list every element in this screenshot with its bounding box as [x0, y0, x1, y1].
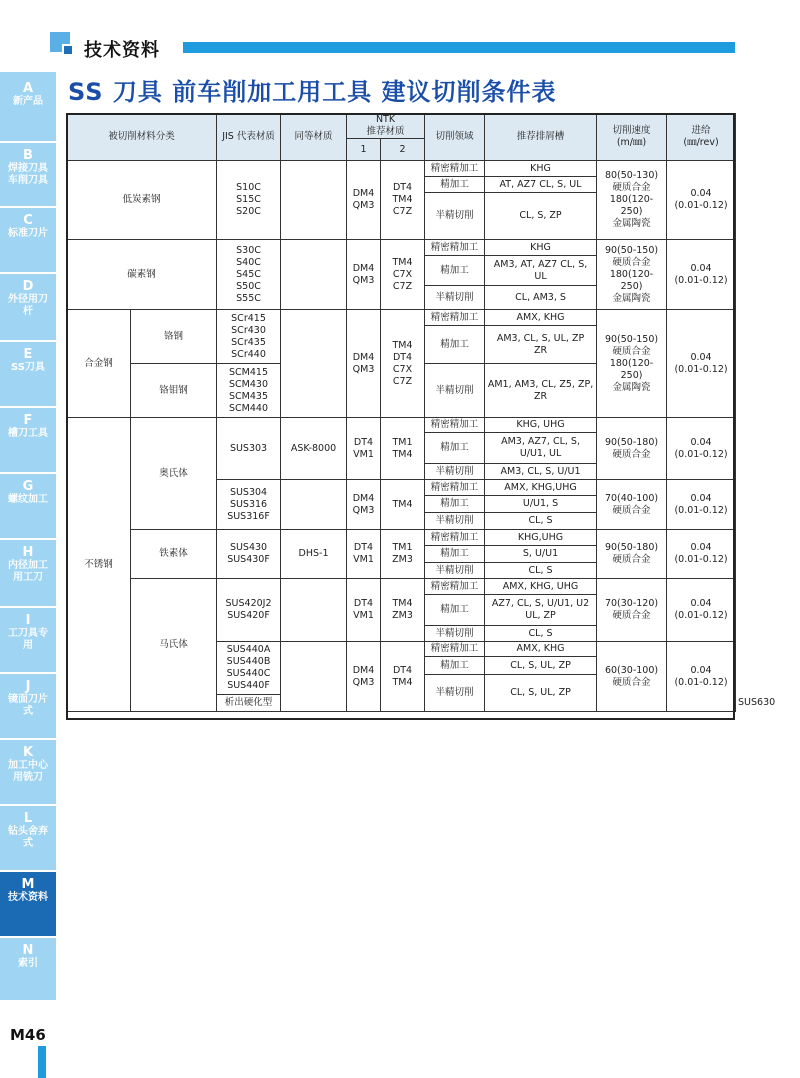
jis-cell: SCr415 SCr430 SCr435 SCr440: [217, 310, 281, 364]
sidebar-tab-label: 外径用刀杆: [8, 294, 48, 317]
ntk2-cell: TM4 ZM3: [381, 579, 425, 642]
area-cell: 半精切削: [425, 626, 485, 642]
sidebar-tab-letter: A: [22, 81, 34, 96]
area-cell: 半精切削: [425, 364, 485, 418]
chip-cell: U/U1, S: [485, 496, 597, 513]
submaterial-precipitation: 析出硬化型: [217, 695, 281, 712]
sidebar-tab-letter: K: [22, 745, 34, 760]
ntk1-cell: DM4 QM3: [347, 480, 381, 530]
equivalent-cell: [281, 161, 347, 240]
area-cell: 精加工: [425, 657, 485, 675]
chip-cell: AM3, AZ7, CL, S, U/U1, UL: [485, 433, 597, 464]
sidebar-tab-f[interactable]: [0, 408, 56, 474]
jis-cell: S30C S40C S45C S50C S55C: [217, 240, 281, 310]
material-carbon: 碳素钢: [67, 240, 217, 310]
area-cell: 半精切削: [425, 464, 485, 480]
area-cell: 精密精加工: [425, 530, 485, 546]
chip-cell: AMX, KHG: [485, 642, 597, 657]
submaterial-chrome: 铬钢: [131, 310, 217, 364]
sidebar-tab-j[interactable]: [0, 674, 56, 740]
area-cell: 精加工: [425, 546, 485, 563]
sidebar-tab-letter: J: [25, 679, 31, 694]
ntk1-cell: DM4 QM3: [347, 161, 381, 240]
equivalent-cell: [281, 642, 347, 712]
area-cell: 半精切削: [425, 286, 485, 310]
area-cell: 精密精加工: [425, 642, 485, 657]
ntk1-cell: DM4 QM3: [347, 642, 381, 712]
header-bar: [183, 42, 735, 53]
sidebar-tab-b[interactable]: [0, 143, 56, 208]
chip-cell: AM1, AM3, CL, Z5, ZP, ZR: [485, 364, 597, 418]
equivalent-cell: [281, 480, 347, 530]
ntk2-cell: DT4 TM4 C7Z: [381, 161, 425, 240]
ntk2-cell: TM4 DT4 C7X C7Z: [381, 310, 425, 418]
sidebar-tab-label: 新产品: [13, 96, 43, 107]
submaterial-martensite: 马氏体: [131, 579, 217, 712]
speed-cell: 70(30-120) 硬质合金: [597, 579, 667, 642]
area-cell: 精加工: [425, 595, 485, 626]
sidebar-tab-letter: M: [21, 877, 35, 892]
ntk2-cell: TM4 C7X C7Z: [381, 240, 425, 310]
feed-cell: 0.04 (0.01-0.12): [667, 240, 736, 310]
area-cell: 精密精加工: [425, 579, 485, 595]
ntk2-cell: TM1 TM4: [381, 418, 425, 480]
feed-cell: 0.04 (0.01-0.12): [667, 530, 736, 579]
jis-cell: SUS440A SUS440B SUS440C SUS440F: [217, 642, 281, 695]
page-number-bar: [38, 1046, 46, 1078]
jis-cell: SCM415 SCM430 SCM435 SCM440: [217, 364, 281, 418]
sidebar-tab-n[interactable]: [0, 938, 56, 1002]
ntk2-cell: TM4: [381, 480, 425, 530]
chip-cell: CL, S, ZP: [485, 193, 597, 240]
sidebar-tab-m[interactable]: [0, 872, 56, 938]
sidebar-tab-label: 钻头舍弃式: [8, 826, 48, 849]
equivalent-cell: ASK-8000: [281, 418, 347, 480]
sidebar-tab-letter: F: [23, 413, 33, 428]
chip-cell: KHG: [485, 161, 597, 177]
jis-cell: SUS304 SUS316 SUS316F: [217, 480, 281, 530]
feed-cell: 0.04 (0.01-0.12): [667, 579, 736, 642]
header-speed: 切削速度 (m/㎜): [597, 114, 667, 161]
chip-cell: AM3, AT, AZ7 CL, S, UL: [485, 256, 597, 286]
area-cell: 精密精加工: [425, 310, 485, 326]
header-chipbreaker: 推荐排屑槽: [485, 114, 597, 161]
area-cell: 精加工: [425, 326, 485, 364]
speed-cell: 90(50-150) 硬质合金 180(120-250) 金属陶瓷: [597, 310, 667, 418]
speed-cell: 90(50-180) 硬质合金: [597, 530, 667, 579]
chip-cell: KHG: [485, 240, 597, 256]
header-material: 被切削材料分类: [67, 114, 217, 161]
feed-cell: 0.04 (0.01-0.12): [667, 642, 736, 712]
feed-cell: 0.04 (0.01-0.12): [667, 480, 736, 530]
chip-cell: KHG, UHG: [485, 418, 597, 433]
area-cell: 半精切削: [425, 513, 485, 530]
ntk1-cell: DT4 VM1: [347, 530, 381, 579]
sidebar-tab-i[interactable]: [0, 608, 56, 674]
header-square-small-icon: [62, 44, 74, 56]
area-cell: 精加工: [425, 433, 485, 464]
sidebar-tab-label: 镜面刀片式: [8, 694, 48, 717]
page-number: M46: [10, 1026, 46, 1044]
sidebar-tab-label: 索引: [18, 958, 38, 969]
sidebar-tab-label: 槽刀工具: [8, 428, 48, 439]
ntk1-cell: DT4 VM1: [347, 579, 381, 642]
sidebar-tab-e[interactable]: [0, 342, 56, 408]
cutting-conditions-table: 被切削材料分类 JIS 代表材质 同等材质 NTK 推荐材质 切削领域 推荐排屑槽 切削速度 (m/㎜) 进给 (㎜/rev) 1 2 低炭素钢 S10C S15C S20C DM4 QM3 DT4 TM4 C7Z 精密精加工 KHG 80(50-130) 硬质合金 180(120-250) 金属陶瓷 0.04 (0.01-0.12) 精加工 AT, AZ7 CL, S, UL 半精切削 CL, S, ZP 碳素钢 S30C S40C S45C S50C S55C DM4 QM3 TM4 C7X C7Z 精密精加工 KHG 90(50-150) 硬质合金 180(120-250) 金属陶瓷 0.04 (0.01-0.12) 精加工 AM3, AT, AZ7 CL, S, UL 半精切削 CL, AM3, S 合金钢 铬钢 SCr415 SCr430 SCr435 SCr440 DM4 QM3 TM4 DT4 C7X C7Z 精密精加工 AMX, KHG 90(50-150) 硬质合金 180(120-250) 金属陶瓷 0.04 (0.01-0.12) 精加工 AM3, CL, S, UL, ZP ZR 铬钼钢 SCM415 SCM430 SCM435 SCM440 半精切削 AM1, AM3, CL, Z5, ZP, ZR 不锈钢 奥氏体 SUS303 ASK-8000 DT4 VM1 TM1 TM4 精密精加工 KHG, UHG 90(50-180) 硬质合金 0.04 (0.01-0.12) 精加工 AM3, AZ7, CL, S, U/U1, UL 半精切削 AM3, CL, S, U/U1 SUS304 SUS316 SUS316F DM4 QM3 TM4 精密精加工 AMX, KHG,UHG 70(40-100) 硬质合金 0.04 (0.01-0.12) 精加工 U/U1, S 半精切削 CL, S 铁素体 SUS430 SUS430F DHS-1 DT4 VM1 TM1 ZM3 精密精加工 KHG,UHG 90(50-180) 硬质合金 0.04 (0.01-0.12) 精加工 S, U/U1 半精切削 CL, S 马氏体 SUS420J2 SUS420F DT4 VM1 TM4 ZM3 精密精加工 AMX, KHG, UHG 70(30-120) 硬质合金 0.04 (0.01-0.12) 精加工 AZ7, CL, S, U/U1, U2 UL, ZP 半精切削 CL, S SUS440A SUS440B SUS440C SUS440F DM4 QM3 DT4 TM4 精密精加工 AMX, KHG 60(30-100) 硬质合金 0.04 (0.01-0.12) 精加工 CL, S, UL, ZP 半精切削 CL, S, UL, ZP 析出硬化型 SUS630: [66, 113, 736, 712]
area-cell: 精加工: [425, 256, 485, 286]
chip-cell: AMX, KHG, UHG: [485, 579, 597, 595]
chip-cell: CL, S: [485, 626, 597, 642]
chip-cell: AZ7, CL, S, U/U1, U2 UL, ZP: [485, 595, 597, 626]
chip-cell: AM3, CL, S, U/U1: [485, 464, 597, 480]
chip-cell: S, U/U1: [485, 546, 597, 563]
chip-cell: AMX, KHG,UHG: [485, 480, 597, 496]
ntk1-cell: DM4 QM3: [347, 310, 381, 418]
chip-cell: CL, AM3, S: [485, 286, 597, 310]
area-cell: 半精切削: [425, 675, 485, 712]
speed-cell: 90(50-150) 硬质合金 180(120-250) 金属陶瓷: [597, 240, 667, 310]
chip-cell: KHG,UHG: [485, 530, 597, 546]
equivalent-cell: [281, 579, 347, 642]
jis-cell: S10C S15C S20C: [217, 161, 281, 240]
chip-cell: AT, AZ7 CL, S, UL: [485, 177, 597, 193]
submaterial-ferrite: 铁素体: [131, 530, 217, 579]
header-equivalent: 同等材质: [281, 114, 347, 161]
sidebar-tab-g[interactable]: [0, 474, 56, 540]
sidebar-tab-k[interactable]: [0, 740, 56, 806]
sidebar-tab-letter: B: [23, 148, 33, 163]
sidebar-tab-l[interactable]: [0, 806, 56, 872]
area-cell: 精加工: [425, 496, 485, 513]
area-cell: 半精切削: [425, 563, 485, 579]
ntk2-cell: TM1 ZM3: [381, 530, 425, 579]
material-alloy: 合金钢: [67, 310, 131, 418]
ntk1-cell: DM4 QM3: [347, 240, 381, 310]
chip-cell: CL, S: [485, 563, 597, 579]
sidebar-tab-d[interactable]: [0, 274, 56, 342]
header-ntk-1: 1: [347, 139, 381, 161]
header-jis: JIS 代表材质: [217, 114, 281, 161]
equivalent-cell: DHS-1: [281, 530, 347, 579]
sidebar-tab-letter: C: [23, 213, 33, 228]
submaterial-austenite: 奥氏体: [131, 418, 217, 530]
sidebar-tab-letter: D: [22, 279, 34, 294]
sidebar-tab-label: SS刀具: [11, 362, 45, 373]
area-cell: 精密精加工: [425, 161, 485, 177]
header-ntk-2: 2: [381, 139, 425, 161]
chip-cell: AM3, CL, S, UL, ZP ZR: [485, 326, 597, 364]
area-cell: 精密精加工: [425, 480, 485, 496]
speed-cell: 90(50-180) 硬质合金: [597, 418, 667, 480]
speed-cell: 70(40-100) 硬质合金: [597, 480, 667, 530]
feed-cell: 0.04 (0.01-0.12): [667, 161, 736, 240]
sidebar-tab-h[interactable]: [0, 540, 56, 608]
sidebar-tab-label: 内径加工用工刀: [8, 560, 48, 583]
chip-cell: CL, S: [485, 513, 597, 530]
sidebar-tab-a[interactable]: [0, 76, 56, 143]
submaterial-chrome-moly: 铬钼钢: [131, 364, 217, 418]
equivalent-cell: [281, 240, 347, 310]
material-low-carbon: 低炭素钢: [67, 161, 217, 240]
area-cell: 精密精加工: [425, 240, 485, 256]
area-cell: 精加工: [425, 177, 485, 193]
feed-cell: 0.04 (0.01-0.12): [667, 310, 736, 418]
sidebar-tab-label: 工刀具专用: [8, 628, 48, 651]
sidebar-tab-letter: I: [25, 613, 31, 628]
chip-cell: AMX, KHG: [485, 310, 597, 326]
jis-cell: SUS430 SUS430F: [217, 530, 281, 579]
sidebar-tab-label: 标准刀片: [8, 228, 48, 239]
sidebar-tab-letter: G: [22, 479, 34, 494]
feed-cell: 0.04 (0.01-0.12): [667, 418, 736, 480]
sidebar-tab-label: 技术资料: [8, 892, 48, 903]
speed-cell: 80(50-130) 硬质合金 180(120-250) 金属陶瓷: [597, 161, 667, 240]
jis-cell: SUS420J2 SUS420F: [217, 579, 281, 642]
ntk2-cell: DT4 TM4: [381, 642, 425, 712]
sidebar-tab-label: 螺纹加工: [8, 494, 48, 505]
header-cutting-area: 切削领域: [425, 114, 485, 161]
header-feed: 进给 (㎜/rev): [667, 114, 736, 161]
header-ntk: NTK 推荐材质: [347, 114, 425, 139]
sidebar-tab-letter: H: [22, 545, 34, 560]
ntk1-cell: DT4 VM1: [347, 418, 381, 480]
area-cell: 精密精加工: [425, 418, 485, 433]
sidebar-tab-label: 焊接刀具车削刀具: [8, 163, 48, 186]
sidebar-tab-label: 加工中心用铣刀: [8, 760, 48, 783]
section-title: 技术资料: [84, 40, 160, 61]
material-stainless: 不锈钢: [67, 418, 131, 712]
speed-cell: 60(30-100) 硬质合金: [597, 642, 667, 712]
sidebar-tab-letter: L: [23, 811, 33, 826]
area-cell: 半精切削: [425, 193, 485, 240]
sidebar-tab-letter: E: [23, 347, 33, 362]
jis-cell: SUS303: [217, 418, 281, 480]
sidebar-tab-c[interactable]: [0, 208, 56, 274]
chip-cell: CL, S, UL, ZP: [485, 657, 597, 675]
page-title: SS 刀具 前车削加工用工具 建议切削条件表: [68, 78, 557, 106]
chip-cell: CL, S, UL, ZP: [485, 675, 597, 712]
sidebar-tab-letter: N: [22, 943, 34, 958]
equivalent-cell: [281, 310, 347, 418]
